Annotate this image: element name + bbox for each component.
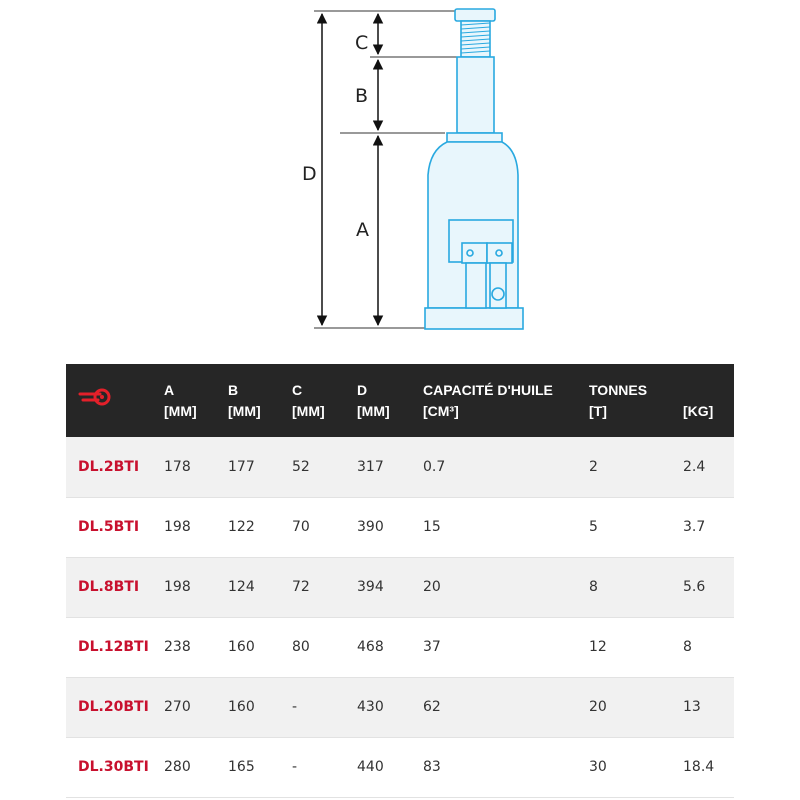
column-header-d: D [MM] — [357, 381, 390, 419]
cell-weight: 5.6 — [683, 557, 734, 617]
column-header-a: A [MM] — [164, 381, 197, 419]
cell-b: 177 — [228, 437, 292, 497]
reference-cell: DL.30BTI — [66, 737, 164, 797]
table-row — [66, 437, 734, 497]
cell-oil-capacity: 0.7 — [423, 437, 589, 497]
cell-b: 160 — [228, 677, 292, 737]
cell-b: 122 — [228, 497, 292, 557]
cell-a: 238 — [164, 617, 228, 677]
cell-a: 198 — [164, 557, 228, 617]
facom-logo-icon — [78, 388, 112, 408]
column-header-tonnes: TONNES [T] — [589, 381, 648, 419]
cell-c: 70 — [292, 497, 357, 557]
cell-c: - — [292, 737, 357, 797]
column-header-oil-capacity: CAPACITÉ D'HUILE [CM³] — [423, 381, 553, 419]
cell-a: 178 — [164, 437, 228, 497]
reference-cell: DL.12BTI — [66, 617, 164, 677]
cell-tonnes: 8 — [589, 557, 683, 617]
cell-tonnes: 12 — [589, 617, 683, 677]
cell-weight: 2.4 — [683, 437, 734, 497]
dimension-label-a: A — [356, 219, 369, 241]
reference-cell: DL.5BTI — [66, 497, 164, 557]
cell-c: 72 — [292, 557, 357, 617]
table-row — [66, 557, 734, 617]
cell-a: 198 — [164, 497, 228, 557]
cell-oil-capacity: 37 — [423, 617, 589, 677]
table-header-row — [66, 364, 734, 437]
cell-d: 317 — [357, 437, 423, 497]
cell-d: 394 — [357, 557, 423, 617]
cell-tonnes: 2 — [589, 437, 683, 497]
table-row — [66, 737, 734, 797]
dimension-label-c: C — [355, 32, 369, 54]
cell-tonnes: 30 — [589, 737, 683, 797]
dimension-label-b: B — [355, 85, 369, 107]
dimension-label-d: D — [302, 163, 317, 185]
cell-tonnes: 5 — [589, 497, 683, 557]
cell-d: 430 — [357, 677, 423, 737]
cell-weight: 18.4 — [683, 737, 734, 797]
cell-a: 280 — [164, 737, 228, 797]
column-header-c: C [MM] — [292, 381, 325, 419]
cell-tonnes: 20 — [589, 677, 683, 737]
cell-b: 165 — [228, 737, 292, 797]
cell-d: 468 — [357, 617, 423, 677]
cell-weight: 3.7 — [683, 497, 734, 557]
column-header-b: B [MM] — [228, 381, 261, 419]
cell-oil-capacity: 20 — [423, 557, 589, 617]
cell-b: 160 — [228, 617, 292, 677]
cell-a: 270 — [164, 677, 228, 737]
cell-d: 390 — [357, 497, 423, 557]
table-row — [66, 677, 734, 737]
bottle-jack-diagram — [0, 0, 800, 345]
cell-d: 440 — [357, 737, 423, 797]
cell-b: 124 — [228, 557, 292, 617]
cell-c: 52 — [292, 437, 357, 497]
cell-weight: 13 — [683, 677, 734, 737]
specification-table — [66, 364, 734, 798]
column-header-weight: [KG] — [683, 402, 714, 419]
cell-weight: 8 — [683, 617, 734, 677]
cell-oil-capacity: 15 — [423, 497, 589, 557]
cell-c: 80 — [292, 617, 357, 677]
table-row — [66, 617, 734, 677]
table-row — [66, 497, 734, 557]
cell-oil-capacity: 83 — [423, 737, 589, 797]
reference-cell: DL.2BTI — [66, 437, 164, 497]
reference-cell: DL.8BTI — [66, 557, 164, 617]
brand-logo-cell — [66, 364, 164, 437]
reference-cell: DL.20BTI — [66, 677, 164, 737]
cell-c: - — [292, 677, 357, 737]
cell-oil-capacity: 62 — [423, 677, 589, 737]
